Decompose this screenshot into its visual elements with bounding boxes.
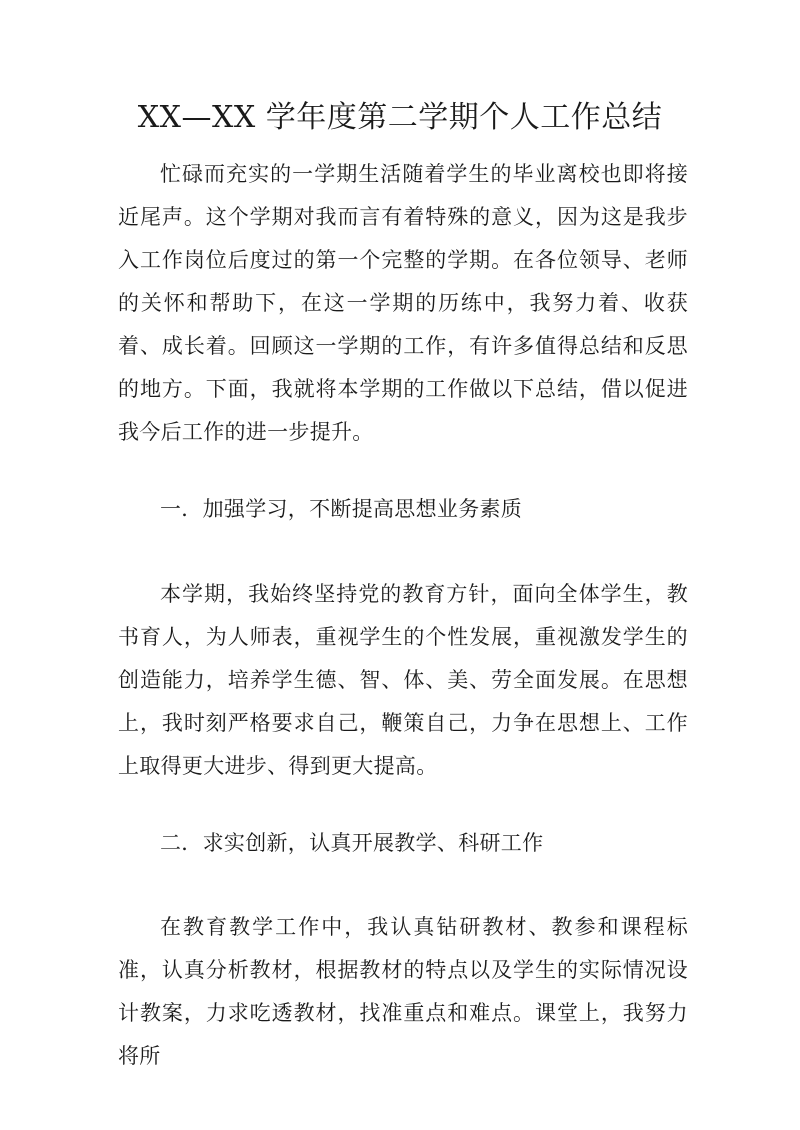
section-heading-1: 一．加强学习，不断提高思想业务素质 [160, 497, 523, 521]
intro-paragraph: 忙碌而充实的一学期生活随着学生的毕业离校也即将接近尾声。这个学期对我而言有着特殊的意义，因为这是我步入工作岗位后度过的第一个完整的学期。在各位领导、老师的关怀和帮助下，在这一学期的历练中，我努力着、收获着、成长着。回顾这一学期的工作，有许多值得总结和反思的地方。下面，我就将本学期的工作做以下总结，借以促进我今后工作的进一步提升。 [118, 162, 688, 444]
section-2-paragraph: 在教育教学工作中，我认真钻研教材、教参和课程标准，认真分析教材，根据教材的特点以及学生的实际情况设计教案，力求吃透教材，找准重点和难点。课堂上，我努力将所 [118, 915, 688, 1068]
section-1-paragraph: 本学期，我始终坚持党的教育方针，面向全体学生，教书育人，为人师表，重视学生的个性发展，重视激发学生的创造能力，培养学生德、智、体、美、劳全面发展。在思想上，我时刻严格要求自己，鞭策自己，力争在思想上、工作上取得更大进步、得到更大提高。 [118, 582, 688, 778]
document-title: XX—XX 学年度第二学期个人工作总结 [137, 100, 663, 135]
section-heading-2: 二．求实创新，认真开展教学、科研工作 [160, 831, 544, 855]
